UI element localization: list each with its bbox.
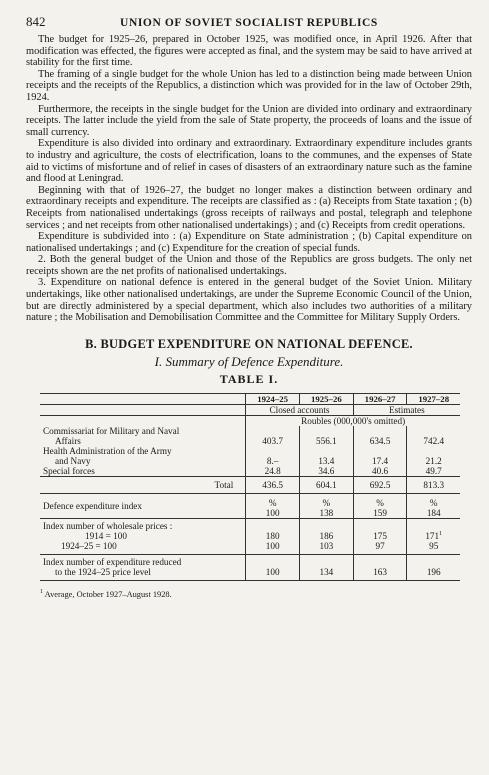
page-header bbox=[26, 14, 472, 34]
paragraph: Furthermore, the receipts in the single budget for the Union are divided into ordinary and extraordinary receipts. The latter include the yield from the sale of State property, the proceeds of loans and the issue of small currency. bbox=[26, 103, 472, 138]
paragraph: Expenditure is also divided into ordinary and extraordinary. Extraordinary expenditure includes grants to industry and agriculture, the costs of electrification, loans to the communes, and the expenses of State aid to victims of misfortune and of relief in cases of disasters of an extraordinary nature such as the famine and flood at Leningrad. bbox=[26, 138, 472, 185]
cell: 813.3 bbox=[423, 479, 445, 490]
paragraph: The framing of a single budget for the whole Union has led to a distinction being made between Union receipts and the receipts of the Republics, a distinction which was provided for in the law of October 29th, 1924. bbox=[26, 68, 472, 103]
cell: 95 bbox=[429, 540, 439, 551]
row-label: Total bbox=[40, 476, 246, 493]
row-label: Commissariat for Military and Naval bbox=[43, 425, 180, 436]
cell: 403.7 bbox=[246, 426, 300, 446]
running-title: UNION OF SOVIET SOCIALIST REPUBLICS bbox=[120, 17, 378, 29]
paragraph: Expenditure is subdivided into : (a) Expenditure on State administration ; (b) Capital expenditure on nationalised undertakings ; and (c) Expenditure for the creation of special funds. bbox=[26, 231, 472, 254]
row-label: Index number of expenditure reduced bbox=[43, 556, 182, 567]
cell: 24.8 bbox=[246, 466, 300, 477]
cell: 8.– bbox=[246, 446, 300, 466]
row-label: Special forces bbox=[40, 466, 246, 477]
cell: 186 bbox=[319, 530, 334, 541]
cell: 97 bbox=[375, 540, 385, 551]
cell: 34.6 bbox=[300, 466, 354, 477]
cell: 40.6 bbox=[353, 466, 407, 477]
cell: 100 bbox=[265, 507, 280, 518]
paragraph: Beginning with that of 1926–27, the budget no longer makes a distinction between ordinary and extraordinary receipts and expenditure. The receipts are classified as : (a) Receipts from State taxation ; (b) Receipts from nationalised undertakings (gross receipts of railways and postal, telegraph and telephone services ; and net receipts from other nationalised undertakings) ; and (c) Receipts from credit operations. bbox=[26, 184, 472, 231]
cell: 634.5 bbox=[353, 426, 407, 446]
table-row bbox=[40, 554, 460, 580]
pct-mark: % bbox=[268, 497, 277, 508]
cell: 184 bbox=[426, 507, 441, 518]
cell: 171 bbox=[425, 530, 440, 541]
cell: 159 bbox=[373, 507, 387, 518]
cell: 604.1 bbox=[300, 476, 354, 493]
cell: 17.4 bbox=[353, 446, 407, 466]
col-year: 1925–26 bbox=[300, 393, 354, 404]
unit-label: Roubles (000,000's omitted) bbox=[301, 415, 406, 426]
cell: 556.1 bbox=[300, 426, 354, 446]
cell: 180 bbox=[265, 530, 280, 541]
cell: 100 bbox=[265, 540, 280, 551]
footnote-text: Average, October 1927–August 1928. bbox=[44, 589, 172, 599]
cell: 742.4 bbox=[423, 435, 445, 446]
section-subheading: I. Summary of Defence Expenditure. bbox=[154, 353, 344, 369]
footnote bbox=[40, 589, 472, 599]
col-year: 1926–27 bbox=[353, 393, 407, 404]
cell: 49.7 bbox=[425, 465, 442, 476]
row-label: Defence expenditure index bbox=[40, 493, 246, 518]
pct-mark: % bbox=[376, 497, 384, 508]
row-label: Health Administration of the Army bbox=[43, 445, 172, 456]
row-label: Affairs bbox=[55, 435, 81, 446]
cell: 175 bbox=[373, 530, 387, 541]
col-year: 1924–25 bbox=[246, 393, 300, 404]
cell: 436.5 bbox=[246, 476, 300, 493]
row-sublabel: 1924–25 = 100 bbox=[61, 540, 117, 551]
row-label: and Navy bbox=[55, 455, 91, 466]
cell: 196 bbox=[426, 566, 441, 577]
cell: 13.4 bbox=[300, 446, 354, 466]
row-label: to the 1924–25 price level bbox=[55, 566, 151, 577]
paragraph: 3. Expenditure on national defence is entered in the general budget of the Soviet Union. Military undertakings, like other nationalised undertakings, are under the Supreme Economic Council of the Union, but are directly administered by a special department, which also includes two authorities of a military nature ; the Mobilisation and Demobilisation Committee and the Committee for Military Supply Orders. bbox=[26, 277, 472, 324]
paragraph: The budget for 1925–26, prepared in October 1925, was modified once, in April 1926. After that modification was effected, the figures were accepted as final, and the system may be said to have arrived at stability for the first time. bbox=[26, 34, 472, 69]
cell: 163 bbox=[353, 554, 407, 580]
group-estimates: Estimates bbox=[388, 404, 425, 415]
col-year: 1927–28 bbox=[418, 393, 450, 404]
cell: 103 bbox=[319, 540, 334, 551]
footnote-mark: 1 bbox=[40, 588, 43, 595]
pct-mark: % bbox=[322, 497, 331, 508]
paragraph: 2. Both the general budget of the Union and those of the Republics are gross budgets. The only net receipts shown are the net profits of nationalised undertakings. bbox=[26, 254, 472, 277]
table-row bbox=[40, 426, 460, 446]
defence-expenditure-table bbox=[40, 393, 460, 581]
table-title: TABLE I. bbox=[219, 371, 279, 386]
cell: 138 bbox=[319, 507, 334, 518]
section-heading: B. BUDGET EXPENDITURE ON NATIONAL DEFENCE. bbox=[85, 336, 413, 351]
table-row bbox=[40, 446, 460, 466]
page bbox=[26, 14, 472, 599]
group-closed-accounts: Closed accounts bbox=[246, 404, 353, 415]
table-row bbox=[40, 493, 460, 518]
row-label: Index number of wholesale prices : bbox=[43, 520, 173, 531]
cell: 692.5 bbox=[353, 476, 407, 493]
footnote-mark: 1 bbox=[439, 530, 443, 537]
cell: 134 bbox=[300, 554, 354, 580]
cell: 21.2 bbox=[425, 455, 442, 466]
page-number: 842 bbox=[26, 14, 46, 29]
row-sublabel: 1914 = 100 bbox=[85, 530, 127, 541]
table-row-total bbox=[40, 476, 460, 493]
table-row bbox=[40, 466, 460, 477]
cell: 100 bbox=[246, 554, 300, 580]
table-row bbox=[40, 518, 460, 554]
body-text bbox=[26, 34, 472, 324]
pct-mark: % bbox=[429, 497, 438, 508]
